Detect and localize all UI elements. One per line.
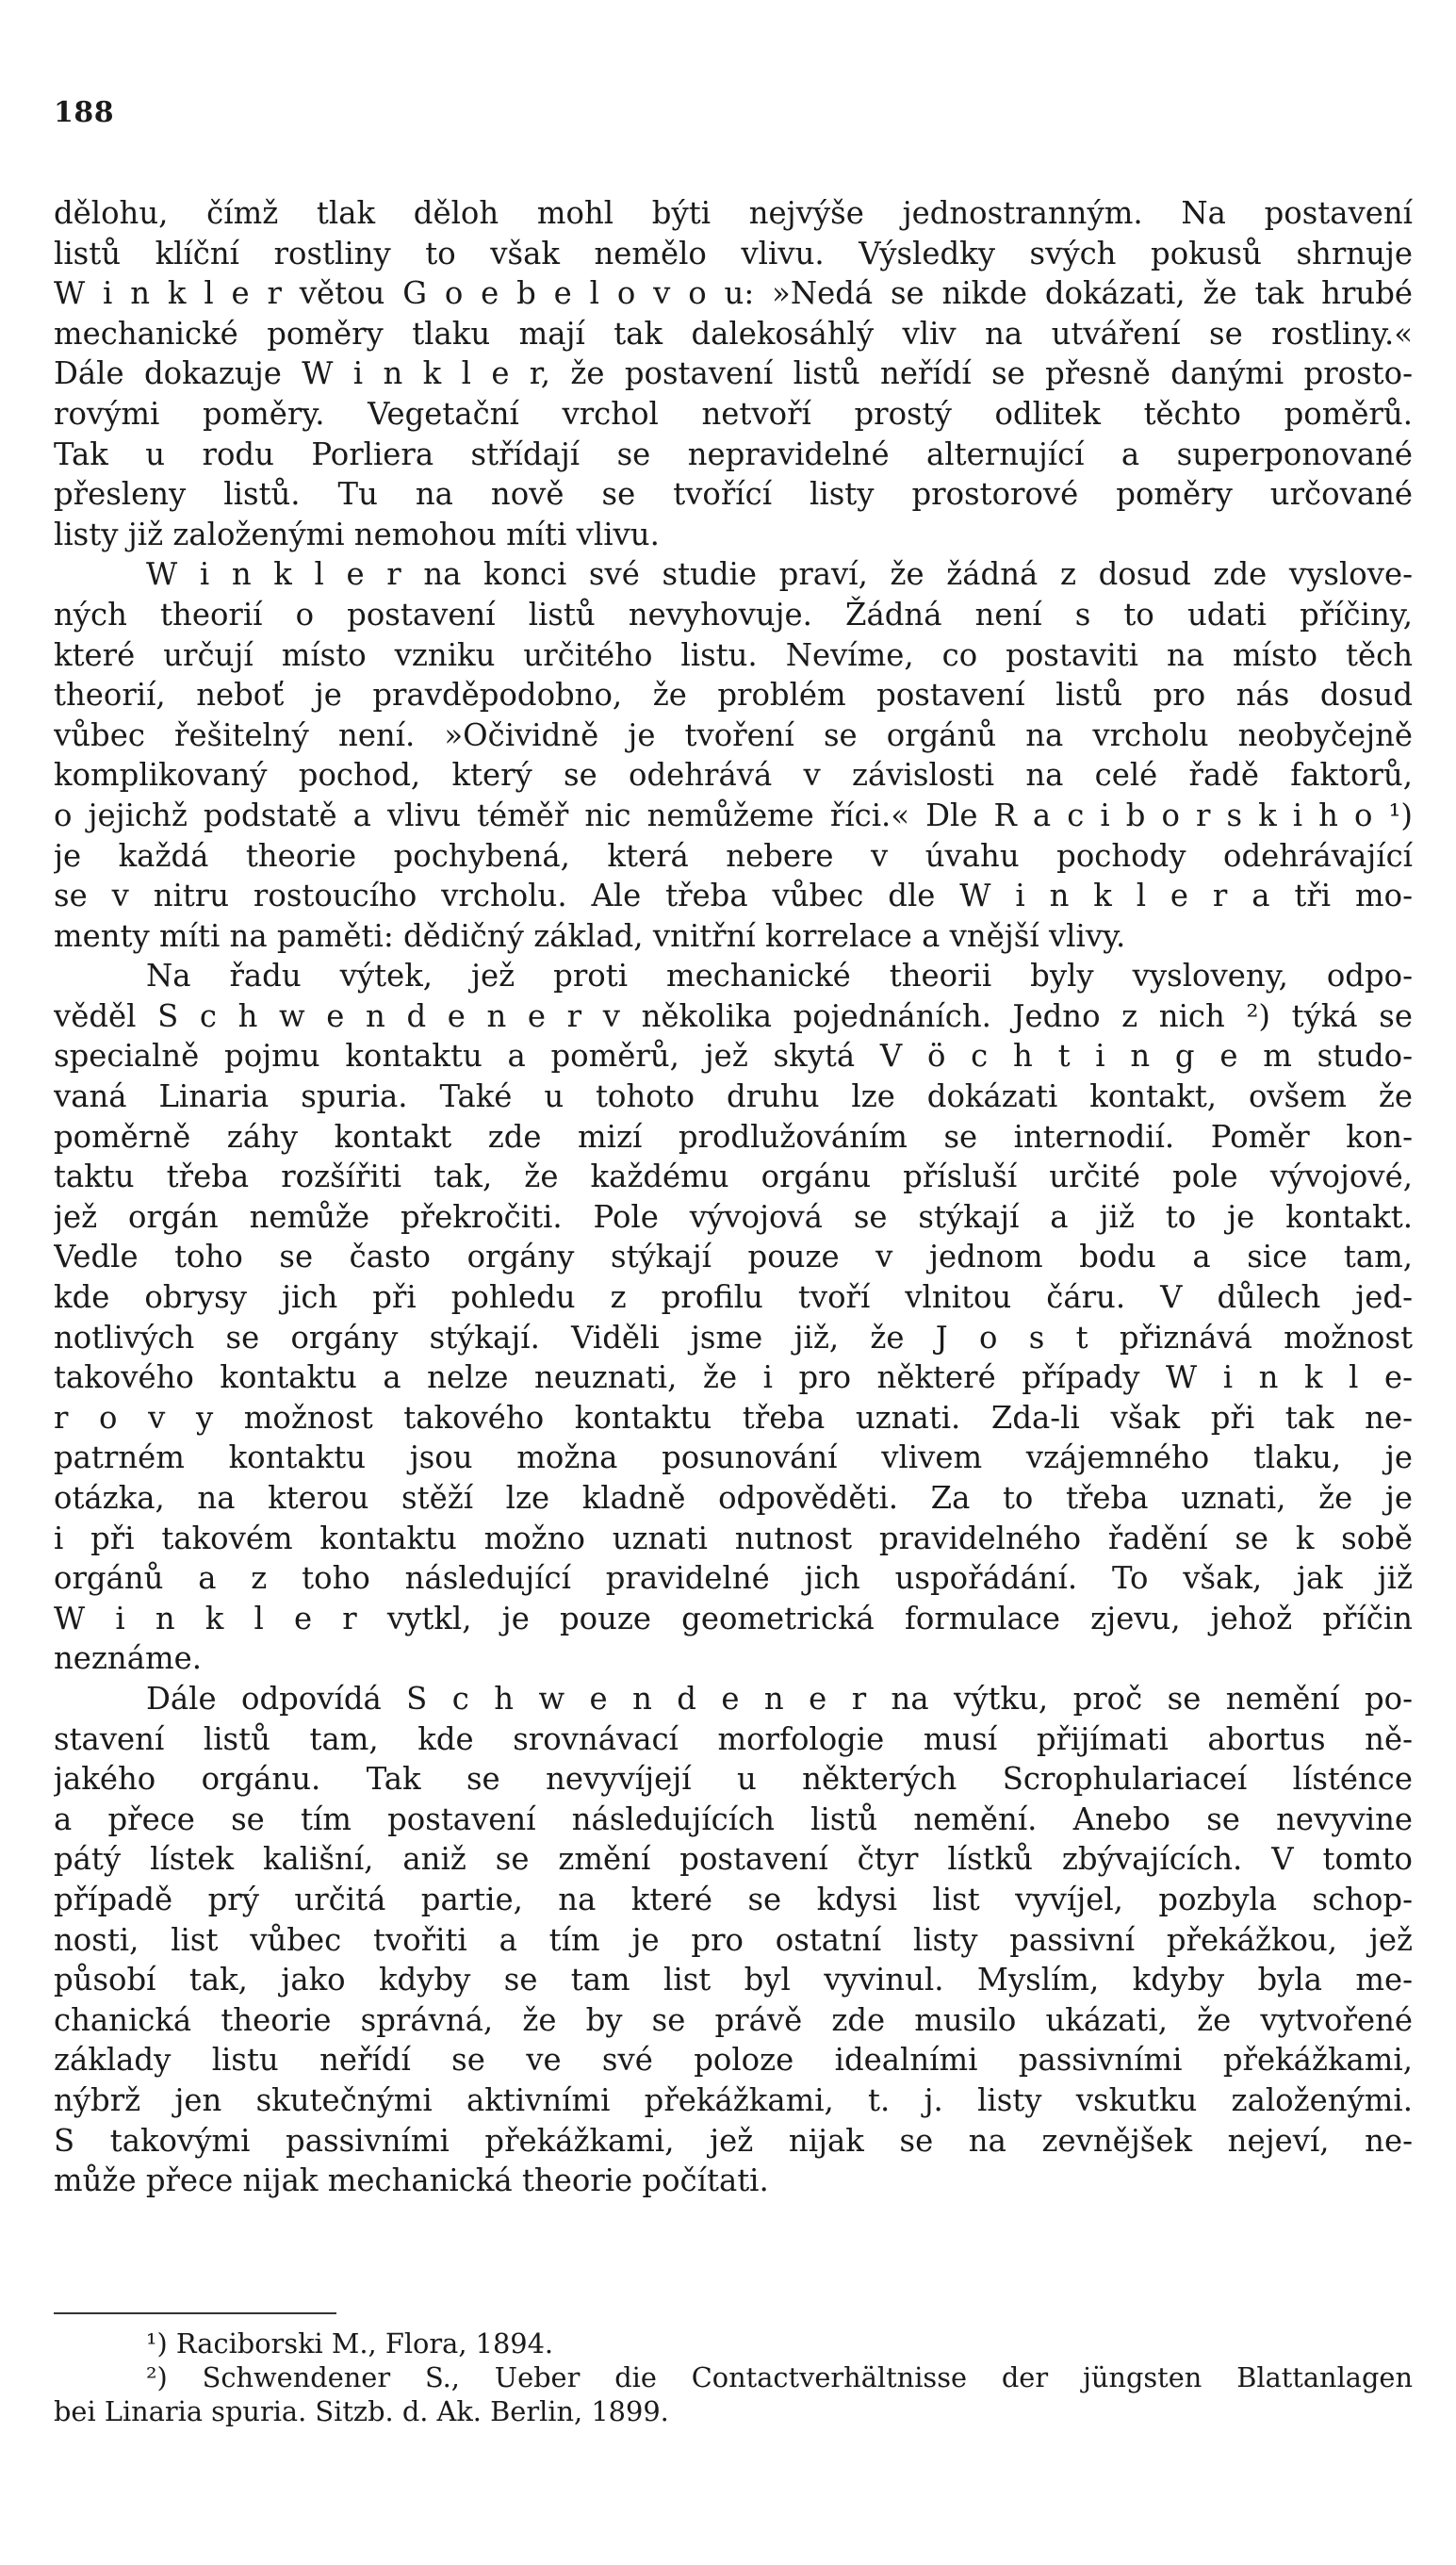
text-line: Na řadu výtek, jež proti mechanické theorii byly vysloveny, odpo- [146, 958, 1413, 995]
text-line: chanická theorie správná, že by se právě zde musilo ukázati, že vytvořené [54, 2001, 1413, 2038]
text-line: o jejichž podstatě a vlivu téměř nic nemůžeme říci.« Dle R a c i b o r s k i h o ¹) [54, 797, 1413, 833]
text-line: ných theorií o postavení listů nevyhovuje. Žádná není s to udati příčiny, [54, 596, 1413, 633]
text-line: věděl S c h w e n d e n e r v několika pojednáních. Jedno z nich ²) týká se [54, 997, 1413, 1034]
text-line: poměrně záhy kontakt zde mizí prodlužováním se internodií. Poměr kon- [54, 1118, 1413, 1155]
text-line: theorií, neboť je pravděpodobno, že problém postavení listů pro nás dosud [54, 677, 1413, 714]
text-line: S takovými passivními překážkami, jež nijak se na zevnějšek nejeví, ne- [54, 2122, 1413, 2159]
text-line: se v nitru rostoucího vrcholu. Ale třeba vůbec dle W i n k l e r a tři mo- [54, 878, 1413, 914]
text-line: a přece se tím postavení následujících listů nemění. Anebo se nevyvine [54, 1800, 1413, 1837]
text-line: pátý lístek kališní, aniž se změní postavení čtyr lístků zbývajících. V tomto [54, 1841, 1413, 1878]
text-line: kde obrysy jich při pohledu z profilu tvoří vlnitou čáru. V důlech jed- [54, 1279, 1413, 1316]
footnote-divider [54, 2312, 336, 2314]
text-line: vůbec řešitelný není. »Očividně je tvoření se orgánů na vrcholu neobyčejně [54, 716, 1413, 753]
text-line: listů klíční rostliny to však nemělo vlivu. Výsledky svých pokusů shrnuje [54, 235, 1413, 271]
footnote-line: ²) Schwendener S., Ueber die Contactverhältnisse der jüngsten Blattanlagen [146, 2361, 1413, 2393]
text-line: listy již založenými nemohou míti vlivu. [54, 516, 660, 552]
text-line: je každá theorie pochybená, která nebere v úvahu pochody odehrávající [54, 837, 1413, 874]
text-line: jež orgán nemůže překročiti. Pole vývojová se stýkají a již to je kontakt. [54, 1198, 1413, 1235]
text-line: r o v y možnost takového kontaktu třeba uznati. Zda-li však při tak ne- [54, 1399, 1413, 1436]
body-text [54, 193, 1413, 2201]
text-line: takového kontaktu a nelze neuznati, že i pro některé případy W i n k l e- [54, 1359, 1413, 1396]
text-line: taktu třeba rozšířiti tak, že každému orgánu přísluší určité pole vývojové, [54, 1159, 1413, 1195]
text-line: které určují místo vzniku určitého listu. Nevíme, co postaviti na místo těch [54, 636, 1413, 673]
text-line: notlivých se orgány stýkají. Viděli jsme již, že J o s t přiznává možnost [54, 1319, 1413, 1356]
text-line: působí tak, jako kdyby se tam list byl vyvinul. Myslím, kdyby byla me- [54, 1962, 1413, 1998]
text-line: jakého orgánu. Tak se nevyvíjejí u některých Scrophulariaceí lísténce [54, 1761, 1413, 1798]
footnote-line: ¹) Raciborski M., Flora, 1894. [146, 2327, 554, 2359]
text-line: komplikovaný pochod, který se odehrává v závislosti na celé řadě faktorů, [54, 757, 1413, 794]
text-line: případě prý určitá partie, na které se kdysi list vyvíjel, pozbyla schop- [54, 1881, 1413, 1917]
text-line: orgánů a z toho následující pravidelné jich uspořádání. To však, jak již [54, 1560, 1413, 1597]
text-line: neznáme. [54, 1640, 202, 1677]
text-line: přesleny listů. Tu na nově se tvořící listy prostorové poměry určované [54, 476, 1413, 513]
page-number: 188 [54, 96, 115, 129]
footnotes [54, 2327, 1413, 2428]
text-line: menty míti na paměti: dědičný základ, vnitřní korrelace a vnější vlivy. [54, 917, 1126, 954]
text-line: Dále odpovídá S c h w e n d e n e r na výtku, proč se nemění po- [146, 1680, 1413, 1717]
footnote-line: bei Linaria spuria. Sitzb. d. Ak. Berlin, 1899. [54, 2395, 669, 2427]
text-line: otázka, na kterou stěží lze kladně odpověděti. Za to třeba uznati, že je [54, 1480, 1413, 1516]
text-line: základy listu neřídí se ve své poloze idealními passivními překážkami, [54, 2042, 1413, 2079]
text-line: i při takovém kontaktu možno uznati nutnost pravidelného řadění se k sobě [54, 1520, 1413, 1556]
text-line: nýbrž jen skutečnými aktivními překážkami, t. j. listy vskutku založenými. [54, 2081, 1413, 2118]
text-line: stavení listů tam, kde srovnávací morfologie musí přijímati abortus ně- [54, 1720, 1413, 1757]
text-line: W i n k l e r větou G o e b e l o v o u: »Nedá se nikde dokázati, že tak hrubé [54, 275, 1413, 312]
text-line: mechanické poměry tlaku mají tak dalekosáhlý vliv na utváření se rostliny.« [54, 315, 1413, 352]
text-line: vaná Linaria spuria. Také u tohoto druhu lze dokázati kontakt, ovšem že [54, 1078, 1413, 1115]
text-line: Tak u rodu Porliera střídají se nepravidelné alternující a superponované [54, 436, 1413, 472]
text-line: Dále dokazuje W i n k l e r, že postavení listů neřídí se přesně danými prosto- [54, 355, 1413, 392]
text-line: W i n k l e r vytkl, je pouze geometrická formulace zjevu, jehož příčin [54, 1600, 1413, 1636]
text-line: nosti, list vůbec tvořiti a tím je pro ostatní listy passivní překážkou, jež [54, 1921, 1413, 1958]
text-line: specialně pojmu kontaktu a poměrů, jež skytá V ö c h t i n g e m studo- [54, 1038, 1413, 1075]
text-line: patrném kontaktu jsou možna posunování vlivem vzájemného tlaku, je [54, 1439, 1413, 1476]
text-line: Vedle toho se často orgány stýkají pouze v jednom bodu a sice tam, [54, 1239, 1413, 1275]
text-line: dělohu, čímž tlak děloh mohl býti nejvýše jednostranným. Na postavení [54, 195, 1413, 231]
text-line: může přece nijak mechanická theorie počítati. [54, 2162, 769, 2199]
text-line: rovými poměry. Vegetační vrchol netvoří prostý odlitek těchto poměrů. [54, 395, 1413, 432]
text-line: W i n k l e r na konci své studie praví, že žádná z dosud zde vyslove- [146, 556, 1413, 593]
